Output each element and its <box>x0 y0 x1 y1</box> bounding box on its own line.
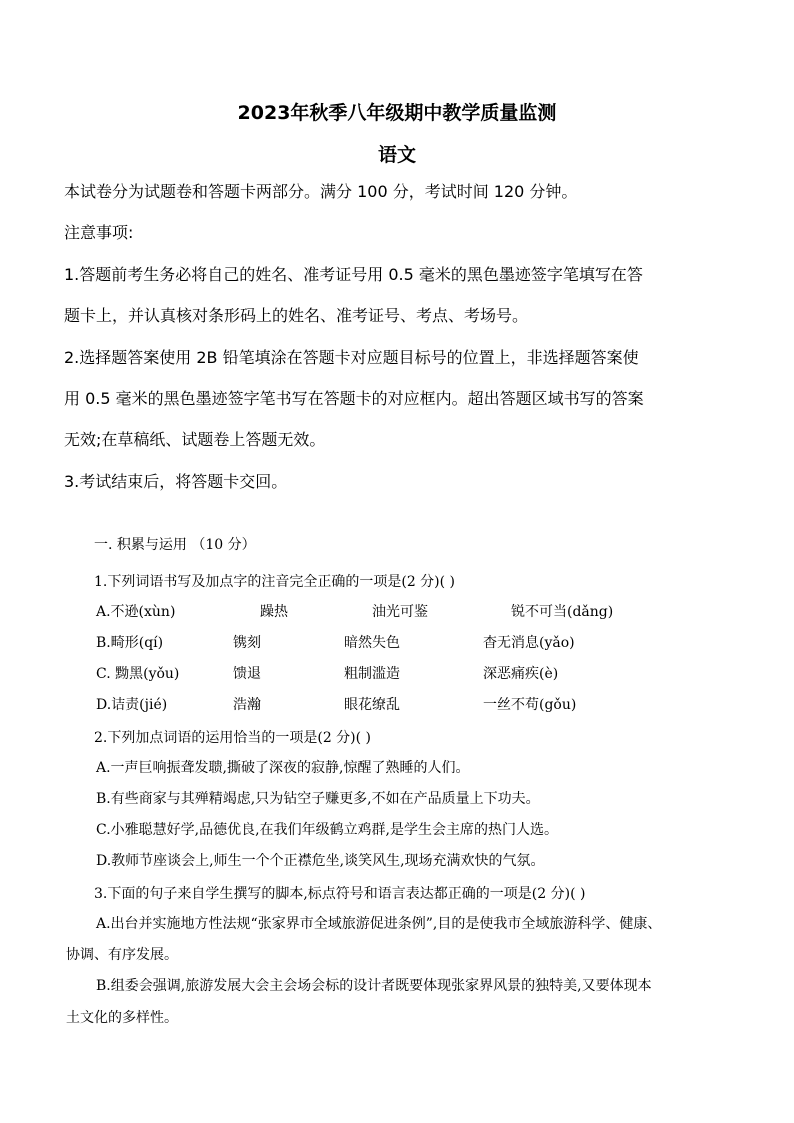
q1-d-col1: D.诘责(jié) <box>96 697 168 713</box>
notice-2-line-1: 2.选择题答案使用 2B 铅笔填涂在答题卡对应题目标号的位置上，非选择题答案使 <box>64 348 639 367</box>
q1-a-col2: 躁热 <box>260 604 288 620</box>
question-3-stem: 3.下面的句子来自学生撰写的脚本,标点符号和语言表达都正确的一项是(2 分)( ) <box>94 886 586 902</box>
subject-title: 语文 <box>377 144 416 166</box>
q1-c-col1: C. 黝黑(yǒu) <box>96 666 180 682</box>
q3-option-b-line-1: B.组委会强调,旅游发展大会主会场会标的设计者既要体现张家界风景的独特美,又要体现本 <box>96 978 652 994</box>
q2-option-a: A.一声巨响振聋发聩,撕破了深夜的寂静,惊醒了熟睡的人们。 <box>96 760 470 776</box>
q1-b-col2: 镌刻 <box>233 635 261 651</box>
q1-b-col1: B.畸形(qí) <box>96 635 164 651</box>
q1-c-col4: 深恶痛疾(è) <box>483 666 559 682</box>
notice-1-line-1: 1.答题前考生务必将自己的姓名、准考证号用 0.5 毫米的黑色墨迹签字笔填写在答 <box>64 265 643 284</box>
q1-c-col3: 粗制滥造 <box>344 666 400 682</box>
q1-c-col2: 馈退 <box>233 666 261 682</box>
q2-option-b: B.有些商家与其殚精竭虑,只为钻空子赚更多,不如在产品质量上下功夫。 <box>96 791 540 807</box>
q1-d-col3: 眼花缭乱 <box>344 697 400 713</box>
notice-1-line-2: 题卡上，并认真核对条形码上的姓名、准考证号、考点、考场号。 <box>64 306 529 325</box>
question-2-stem: 2.下列加点词语的运用恰当的一项是(2 分)( ) <box>94 730 372 746</box>
intro-line: 本试卷分为试题卷和答题卡两部分。满分 100 分，考试时间 120 分钟。 <box>64 182 578 201</box>
q1-b-col4: 杳无消息(yǎo) <box>483 635 575 651</box>
q1-d-col2: 浩瀚 <box>233 697 261 713</box>
question-1-stem: 1.下列词语书写及加点字的注音完全正确的一项是(2 分)( ) <box>94 574 456 590</box>
q3-option-a-line-2: 协调、有序发展。 <box>66 947 178 963</box>
notice-title: 注意事项: <box>64 223 134 242</box>
q2-option-d: D.教师节座谈会上,师生一个个正襟危坐,谈笑风生,现场充满欢快的气氛。 <box>96 853 545 869</box>
q1-b-col3: 暗然失色 <box>344 635 400 651</box>
q1-a-col3: 油光可鉴 <box>372 604 428 620</box>
q2-option-c: C.小雅聪慧好学,品德优良,在我们年级鹤立鸡群,是学生会主席的热门人选。 <box>96 822 559 838</box>
q1-a-col1: A.不逊(xùn) <box>96 604 176 620</box>
section-heading: 一. 积累与运用 （10 分） <box>94 537 256 553</box>
q3-option-b-line-2: 土文化的多样性。 <box>66 1010 178 1026</box>
notice-2-line-2: 用 0.5 毫米的黑色墨迹签字笔书写在答题卡的对应框内。超出答题区域书写的答案 <box>64 389 644 408</box>
q1-d-col4: 一丝不苟(gǒu) <box>483 697 577 713</box>
notice-3: 3.考试结束后，将答题卡交回。 <box>64 472 288 491</box>
q1-a-col4: 锐不可当(dǎng) <box>511 604 614 620</box>
q3-option-a-line-1: A.出台并实施地方性法规“张家界市全域旅游促进条例”,目的是使我市全域旅游科学、健康、 <box>96 916 662 932</box>
notice-2-line-3: 无效;在草稿纸、试题卷上答题无效。 <box>64 430 326 449</box>
exam-title: 2023年秋季八年级期中教学质量监测 <box>237 102 557 124</box>
